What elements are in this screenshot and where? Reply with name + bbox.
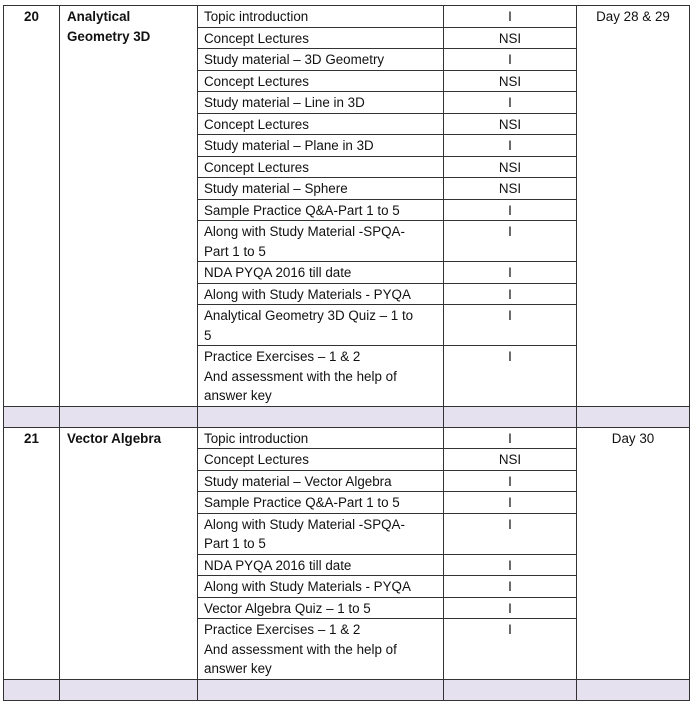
activity-cell bbox=[198, 346, 444, 407]
activity-cell bbox=[198, 156, 444, 178]
activity-type: I bbox=[444, 492, 577, 514]
activity-type: I bbox=[444, 221, 577, 262]
topic-number: 21 bbox=[4, 427, 60, 679]
activity-cell bbox=[198, 135, 444, 157]
activity-type: I bbox=[444, 597, 577, 619]
activity-type: I bbox=[444, 619, 577, 680]
activity-line: Along with Study Material -SPQA- bbox=[204, 224, 405, 239]
activity-cell bbox=[198, 427, 444, 449]
activity-line: Topic introduction bbox=[204, 430, 309, 446]
schedule-days: Day 30 bbox=[577, 427, 690, 679]
activity-line: Study material – Sphere bbox=[204, 181, 348, 196]
activity-cell bbox=[198, 70, 444, 92]
activity-type: I bbox=[444, 427, 577, 449]
activity-line: Analytical Geometry 3D Quiz – 1 to bbox=[204, 308, 414, 323]
activity-type: NSI bbox=[444, 178, 577, 200]
activity-cell bbox=[198, 221, 444, 262]
activity-type: NSI bbox=[444, 27, 577, 49]
activity-line: Along with Study Materials - PYQA bbox=[204, 579, 411, 594]
activity-line: Study material – Plane in 3D bbox=[204, 138, 374, 153]
activity-type: NSI bbox=[444, 70, 577, 92]
activity-line: Concept Lectures bbox=[204, 159, 309, 175]
activity-type: NSI bbox=[444, 449, 577, 471]
activity-line: Concept Lectures bbox=[204, 73, 309, 89]
activity-line: Concept Lectures bbox=[204, 116, 309, 132]
activity-line: NDA PYQA 2016 till date bbox=[204, 265, 352, 280]
activity-line: Part 1 to 5 bbox=[204, 243, 266, 259]
activity-type: I bbox=[444, 6, 577, 28]
table-row bbox=[4, 6, 690, 28]
activity-cell bbox=[198, 199, 444, 221]
activity-cell bbox=[198, 178, 444, 200]
activity-type: I bbox=[444, 513, 577, 554]
separator-cell bbox=[60, 406, 198, 427]
activity-type: I bbox=[444, 554, 577, 576]
topic-subject bbox=[60, 427, 198, 679]
activity-cell bbox=[198, 305, 444, 346]
activity-line: NDA PYQA 2016 till date bbox=[204, 557, 352, 573]
activity-line: 5 bbox=[204, 327, 212, 343]
activity-line: And assessment with the help of bbox=[204, 641, 397, 657]
activity-cell bbox=[198, 262, 444, 284]
activity-cell bbox=[198, 283, 444, 305]
activity-line: Vector Algebra Quiz – 1 to 5 bbox=[204, 600, 371, 616]
activity-cell bbox=[198, 92, 444, 114]
activity-cell bbox=[198, 49, 444, 71]
activity-line: Practice Exercises – 1 & 2 bbox=[204, 622, 361, 637]
activity-cell bbox=[198, 619, 444, 680]
subject-line: Geometry 3D bbox=[67, 28, 151, 44]
activity-line: Along with Study Material -SPQA- bbox=[204, 516, 405, 532]
activity-type: I bbox=[444, 262, 577, 284]
separator-cell bbox=[198, 406, 444, 427]
activity-line: answer key bbox=[204, 388, 272, 403]
activity-line: Part 1 to 5 bbox=[204, 536, 266, 551]
activity-cell bbox=[198, 597, 444, 619]
activity-cell bbox=[198, 554, 444, 576]
activity-line: Study material – Vector Algebra bbox=[204, 473, 392, 489]
schedule-table-container bbox=[3, 5, 690, 701]
activity-cell bbox=[198, 449, 444, 471]
activity-type: NSI bbox=[444, 156, 577, 178]
activity-cell bbox=[198, 492, 444, 514]
activity-type: I bbox=[444, 305, 577, 346]
topic-number: 20 bbox=[4, 6, 60, 407]
schedule-days: Day 28 & 29 bbox=[577, 6, 690, 407]
activity-line: Topic introduction bbox=[204, 9, 309, 24]
activity-type: I bbox=[444, 576, 577, 598]
separator-cell bbox=[577, 406, 690, 427]
separator-cell bbox=[444, 406, 577, 427]
activity-line: answer key bbox=[204, 661, 272, 676]
activity-line: Sample Practice Q&A-Part 1 to 5 bbox=[204, 202, 400, 218]
activity-cell bbox=[198, 27, 444, 49]
activity-line: Along with Study Materials - PYQA bbox=[204, 286, 411, 302]
activity-line: Concept Lectures bbox=[204, 452, 309, 467]
subject-line: Analytical bbox=[67, 9, 131, 24]
activity-line: Study material – 3D Geometry bbox=[204, 52, 385, 67]
activity-type: I bbox=[444, 92, 577, 114]
activity-cell bbox=[198, 113, 444, 135]
activity-cell bbox=[198, 576, 444, 598]
subject-line: Vector Algebra bbox=[67, 430, 162, 446]
activity-type: I bbox=[444, 49, 577, 71]
activity-type: I bbox=[444, 470, 577, 492]
activity-line: Concept Lectures bbox=[204, 30, 309, 46]
topic-subject bbox=[60, 6, 198, 407]
activity-cell bbox=[198, 513, 444, 554]
activity-line: Practice Exercises – 1 & 2 bbox=[204, 349, 361, 364]
schedule-table bbox=[3, 5, 690, 701]
schedule-table-body bbox=[4, 6, 690, 701]
activity-cell bbox=[198, 6, 444, 28]
activity-line: Study material – Line in 3D bbox=[204, 95, 365, 110]
activity-type: I bbox=[444, 283, 577, 305]
activity-line: And assessment with the help of bbox=[204, 368, 397, 384]
activity-type: I bbox=[444, 346, 577, 407]
activity-type: I bbox=[444, 135, 577, 157]
separator-row bbox=[4, 406, 690, 427]
table-row bbox=[4, 427, 690, 449]
activity-type: I bbox=[444, 199, 577, 221]
activity-cell bbox=[198, 470, 444, 492]
separator-cell bbox=[4, 406, 60, 427]
activity-line: Sample Practice Q&A-Part 1 to 5 bbox=[204, 495, 400, 510]
activity-type: NSI bbox=[444, 113, 577, 135]
